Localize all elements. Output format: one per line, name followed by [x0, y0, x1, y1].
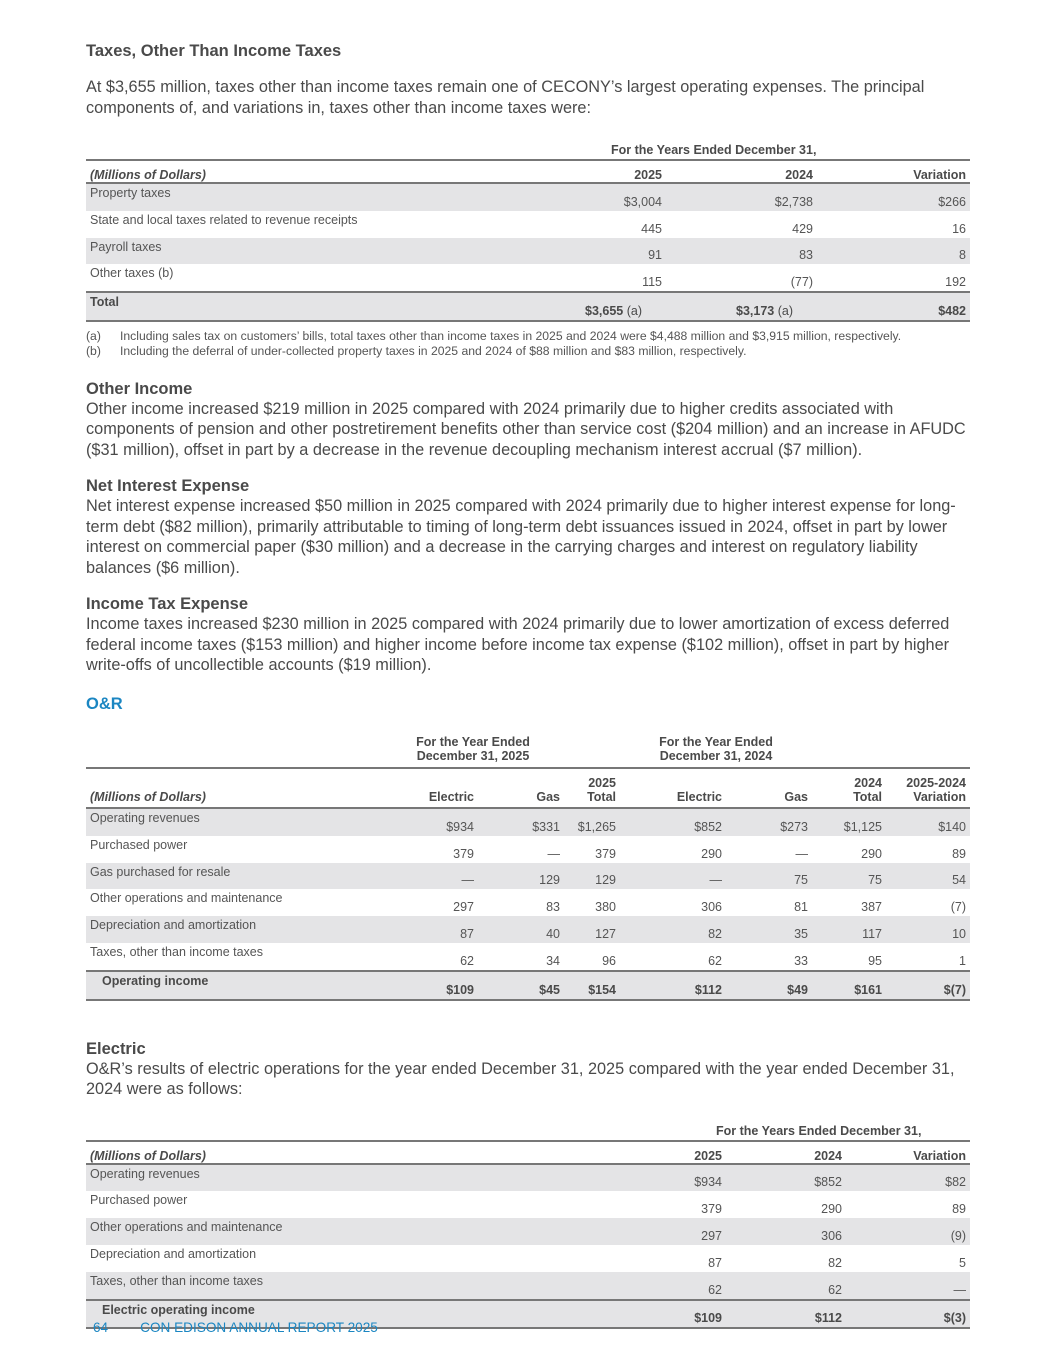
cell-e24: 62 — [708, 953, 722, 968]
cell-t25: $154 — [564, 971, 620, 1000]
other-income-body: Other income increased $219 million in 2025 compared with 2024 primarily due to higher credits associated with components of pension and other postretirement benefits other than service cost ($204 million) and an increase in AFUDC ($31 million), offset in part by a decrease in the revenue decoupling mechanism interest accrual ($7 million). — [86, 399, 966, 459]
cell-var: 89 — [952, 1202, 966, 1217]
page-number: 64 — [93, 1320, 109, 1335]
cell-t24: 387 — [861, 900, 882, 915]
footnote-ref: (a) — [777, 303, 793, 318]
table-row — [86, 1218, 970, 1245]
row-label: Taxes, other than income taxes — [90, 944, 264, 959]
row-label: Other taxes (b) — [90, 266, 174, 281]
table-row — [86, 889, 970, 916]
cell-e25: 379 — [453, 846, 474, 861]
cell-var: $82 — [846, 1164, 970, 1192]
cell-t24: 75 — [812, 863, 886, 890]
cell-2024: (77) — [790, 275, 813, 290]
cell-t25: 96 — [602, 953, 616, 968]
cell-var: 89 — [952, 846, 966, 861]
cell-g25: $331 — [478, 808, 564, 836]
cell-g24: 33 — [794, 953, 808, 968]
table-row — [86, 836, 970, 863]
cell-e24: 290 — [701, 846, 722, 861]
cell-variation: 192 — [945, 275, 966, 290]
taxes-col-2025: 2025 — [486, 160, 666, 183]
cell-var: — — [846, 1272, 970, 1300]
cell-t25: 129 — [564, 863, 620, 890]
table-row — [86, 943, 970, 971]
cell-g24: 75 — [726, 863, 812, 890]
cell-e25: 62 — [460, 953, 474, 968]
footnote — [86, 344, 970, 360]
cell-g25: 40 — [478, 916, 564, 943]
table-row — [86, 183, 970, 211]
cell-t24: $1,125 — [812, 808, 886, 836]
row-label: Operating revenues — [86, 808, 382, 836]
row-label: Depreciation and amortization — [90, 1246, 257, 1261]
footnote-ref: (a) — [626, 303, 642, 318]
cell-e24: $852 — [620, 808, 726, 836]
group-line: December 31, 2025 — [416, 748, 530, 763]
cell-t25: 380 — [595, 900, 616, 915]
row-label: Gas purchased for resale — [86, 863, 382, 890]
cell-var: 54 — [886, 863, 970, 890]
table-row — [86, 916, 970, 943]
net-interest-body: Net interest expense increased $50 million in 2025 compared with 2024 primarily due to higher interest expense for long-term debt ($82 million), primarily attributable to timing of long-term debt issuances issued in 2024, offset in part by lower interest on commercial paper ($30 million) and a decrease in the carrying charges and interest on regulatory liability balances ($6 million). — [86, 497, 956, 577]
table-row — [86, 1164, 970, 1192]
header-line: Total — [587, 789, 616, 804]
col-variation — [886, 768, 970, 808]
table-row — [86, 1191, 970, 1218]
electric-span-header: For the Years Ended December 31, — [606, 1122, 970, 1141]
cell-var: (7) — [950, 900, 966, 915]
cell-c2025: 87 — [708, 1255, 722, 1270]
cell-c2025: 297 — [606, 1218, 726, 1245]
taxes-intro: At $3,655 million, taxes other than income taxes remain one of CECONY’s largest operating expenses. The principal components of, and variations in, taxes other than income taxes were: — [86, 78, 925, 117]
cell-g24: — — [795, 846, 808, 861]
taxes-col-label: (Millions of Dollars) — [86, 160, 486, 183]
cell-2025: 115 — [642, 275, 662, 290]
electric-col-2025: 2025 — [606, 1141, 726, 1164]
cell-g24: 81 — [794, 900, 808, 915]
group-line: December 31, 2024 — [659, 748, 773, 763]
header-line: 2025 — [588, 775, 616, 790]
cell-g25: $45 — [478, 971, 564, 1000]
cell-2025 — [486, 292, 666, 321]
taxes-table — [86, 141, 970, 322]
cell-var: $140 — [886, 808, 970, 836]
cell-e24: $112 — [620, 971, 726, 1000]
electric-col-variation: Variation — [846, 1141, 970, 1164]
cell-g25: 34 — [546, 953, 560, 968]
row-label: Other operations and maintenance — [86, 1218, 606, 1245]
row-label: State and local taxes related to revenue receipts — [90, 212, 358, 227]
cell-e25: 87 — [382, 916, 478, 943]
row-label: Purchased power — [90, 1193, 188, 1208]
header-line: 2024 — [854, 775, 882, 790]
cell-c2024: 62 — [726, 1272, 846, 1300]
electric-table-body — [86, 1164, 970, 1329]
row-label: Depreciation and amortization — [86, 916, 382, 943]
cell-e25: — — [382, 863, 478, 890]
cell-t25: 127 — [564, 916, 620, 943]
header-line: 2025-2024 — [906, 775, 966, 790]
net-interest-heading: Net Interest Expense — [86, 477, 250, 496]
table-row — [86, 863, 970, 890]
cell-g24: $273 — [726, 808, 812, 836]
footnote — [86, 329, 970, 345]
oandr-heading: O&R — [86, 694, 123, 713]
cell-t25: $1,265 — [564, 808, 620, 836]
row-label: Electric operating income — [86, 1300, 606, 1329]
taxes-span-header: For the Years Ended December 31, — [486, 141, 970, 160]
electric-body: O&R’s results of electric operations for the year ended December 31, 2025 compared with the year ended December 31, 2024 were as follows: — [86, 1059, 955, 1099]
cell-c2024: $852 — [726, 1164, 846, 1192]
table-row — [86, 211, 970, 238]
group-line: For the Year Ended — [659, 734, 773, 749]
electric-table — [86, 1122, 970, 1330]
cell-var: $(3) — [846, 1300, 970, 1329]
footnote-text: Including sales tax on customers’ bills, total taxes other than income taxes in 2025 and 2024 were $4,488 million and $3,915 million, respectively. — [120, 328, 902, 343]
col-gas-2025: Gas — [478, 768, 564, 808]
cell-2024: 429 — [792, 221, 813, 236]
cell-t25: 379 — [595, 846, 616, 861]
oandr-table — [86, 735, 970, 1001]
cell-t24: 117 — [812, 916, 886, 943]
cell-2025: $3,004 — [486, 183, 666, 211]
cell-t24: $161 — [812, 971, 886, 1000]
taxes-col-2024: 2024 — [666, 160, 817, 183]
cell-c2024: $112 — [726, 1300, 846, 1329]
total-row — [86, 292, 970, 321]
cell-c2024: 290 — [821, 1202, 842, 1217]
cell-e25: 297 — [453, 900, 474, 915]
cell-e24: — — [620, 863, 726, 890]
oandr-group-2024 — [620, 735, 812, 768]
total-value: $3,173 — [736, 303, 775, 318]
taxes-footnotes — [86, 329, 970, 360]
electric-heading: Electric — [86, 1039, 146, 1058]
cell-t24: 95 — [868, 953, 882, 968]
electric-col-label: (Millions of Dollars) — [86, 1141, 606, 1164]
table-row — [86, 264, 970, 292]
col-gas-2024: Gas — [726, 768, 812, 808]
taxes-heading: Taxes, Other Than Income Taxes — [86, 42, 342, 60]
oandr-col-label: (Millions of Dollars) — [86, 768, 382, 808]
cell-e24: 82 — [620, 916, 726, 943]
cell-2025: 91 — [486, 238, 666, 265]
page-content — [86, 42, 970, 1329]
row-label: Property taxes — [86, 183, 486, 211]
cell-2025: 445 — [641, 221, 662, 236]
cell-c2024: 306 — [726, 1218, 846, 1245]
group-line: For the Year Ended — [416, 734, 530, 749]
row-label: Payroll taxes — [86, 238, 486, 265]
total-value: $3,655 — [585, 303, 624, 318]
cell-2024 — [666, 292, 817, 321]
footnote-text: Including the deferral of under-collected property taxes in 2025 and 2024 of $88 million and $83 million, respectively. — [120, 344, 747, 359]
footnote-mark: (a) — [86, 328, 101, 343]
cell-c2025: 62 — [606, 1272, 726, 1300]
total-row — [86, 971, 970, 1000]
cell-c2024: 82 — [828, 1255, 842, 1270]
row-label: Purchased power — [90, 837, 188, 852]
row-label: Taxes, other than income taxes — [86, 1272, 606, 1300]
oandr-group-2025 — [382, 735, 564, 768]
col-electric-2025: Electric — [382, 768, 478, 808]
col-total-2025 — [564, 768, 620, 808]
row-label: Operating income — [86, 971, 382, 1000]
cell-e25: $109 — [382, 971, 478, 1000]
header-line: Total — [853, 789, 882, 804]
cell-g25: 129 — [478, 863, 564, 890]
cell-var: (9) — [846, 1218, 970, 1245]
cell-variation: $266 — [817, 183, 970, 211]
cell-e25: $934 — [382, 808, 478, 836]
other-income-heading: Other Income — [86, 379, 193, 398]
cell-var: 10 — [886, 916, 970, 943]
income-tax-body: Income taxes increased $230 million in 2025 compared with 2024 primarily due to lower amortization of excess deferred federal income taxes ($153 million) and higher income before income tax expense ($102 million), offset in part by higher write-offs of uncollectible accounts ($19 million). — [86, 615, 950, 675]
row-label: Other operations and maintenance — [90, 891, 283, 906]
cell-g24: $49 — [726, 971, 812, 1000]
cell-c2025: $934 — [606, 1164, 726, 1192]
cell-variation: $482 — [817, 292, 970, 321]
cell-g25: 83 — [546, 900, 560, 915]
cell-e24: 306 — [701, 900, 722, 915]
cell-var: 1 — [959, 953, 966, 968]
oandr-table-body — [86, 808, 970, 1000]
table-row — [86, 238, 970, 265]
footnote-mark: (b) — [86, 344, 101, 359]
electric-col-2024: 2024 — [726, 1141, 846, 1164]
report-title: CON EDISON ANNUAL REPORT 2025 — [140, 1320, 378, 1335]
cell-2024: 83 — [666, 238, 817, 265]
cell-c2025: 379 — [701, 1202, 722, 1217]
cell-2024: $2,738 — [666, 183, 817, 211]
cell-c2025: $109 — [606, 1300, 726, 1329]
table-row — [86, 1272, 970, 1300]
taxes-col-variation: Variation — [817, 160, 970, 183]
cell-variation: 8 — [817, 238, 970, 265]
table-row — [86, 1245, 970, 1272]
row-label: Total — [86, 292, 486, 321]
col-total-2024 — [812, 768, 886, 808]
cell-var: 5 — [959, 1255, 966, 1270]
table-row — [86, 808, 970, 836]
header-line: Variation — [913, 789, 966, 804]
page-footer — [93, 1320, 410, 1335]
cell-t24: 290 — [861, 846, 882, 861]
cell-var: $(7) — [886, 971, 970, 1000]
cell-g24: 35 — [726, 916, 812, 943]
income-tax-heading: Income Tax Expense — [86, 595, 249, 614]
cell-variation: 16 — [952, 221, 966, 236]
cell-g25: — — [547, 846, 560, 861]
row-label: Operating revenues — [86, 1164, 606, 1192]
col-electric-2024: Electric — [620, 768, 726, 808]
